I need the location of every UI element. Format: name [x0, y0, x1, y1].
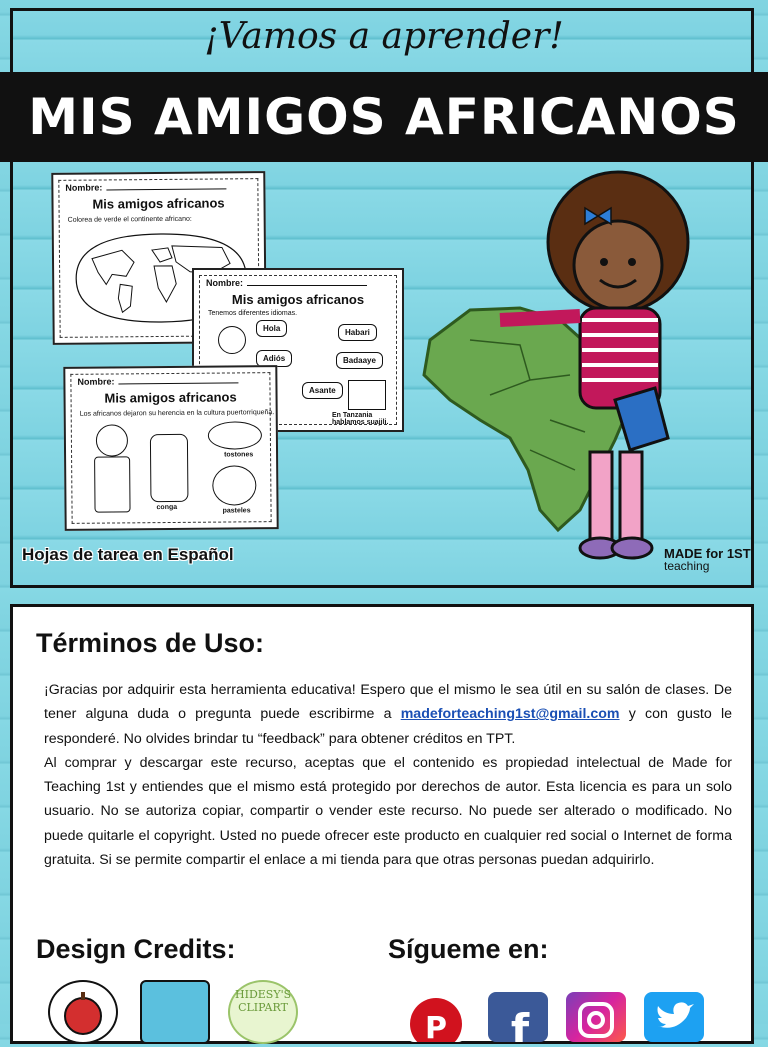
svg-text:f: f — [510, 1005, 530, 1042]
sheet-instruction: Colorea de verde el continente africano: — [67, 215, 192, 224]
speech-bubble: Asante — [302, 382, 343, 399]
girl-leg — [620, 452, 642, 542]
hidesys-clipart-logo-icon[interactable] — [228, 980, 298, 1044]
hidesys-logo-text: HIDESY'S CLIPART — [235, 988, 292, 1014]
label-pasteles: pasteles — [222, 507, 251, 515]
speech-bubble: Badaaye — [336, 352, 383, 369]
sheet-instruction: Los africanos dejaron su herencia en la cultura puertorriqueña. — [79, 409, 275, 418]
artifex-graphics-logo-icon[interactable] — [140, 980, 210, 1044]
speech-bubble: Hola — [256, 320, 287, 337]
girl-leg — [590, 452, 612, 542]
sheet-caption: En Tanzania hablamos suajili. — [332, 412, 389, 426]
worksheet-preview-heritage — [63, 365, 278, 531]
terms-p1-a: ¡Gracias por adquirir esta herramienta educativa! Espero que el mismo le sea útil en su salón de clases. De tener alguna duda o pregunta puede escribirme a — [44, 682, 732, 723]
label-conga: conga — [156, 503, 178, 512]
boy-body — [94, 456, 130, 512]
cover-title: MIS AMIGOS AFRICANOS — [28, 88, 740, 146]
terms-body — [44, 678, 732, 872]
africa-girl-illustration — [410, 170, 710, 570]
facebook-icon[interactable] — [488, 992, 548, 1042]
label-tostones: tostones — [224, 451, 254, 459]
brand-line2: teaching — [664, 559, 710, 573]
girl-face — [574, 221, 662, 309]
speech-bubble: Habari — [338, 324, 377, 341]
twitter-icon[interactable] — [644, 992, 704, 1042]
sheet-nombre: Nombre: — [206, 278, 367, 288]
follow-heading: Sígueme en: — [388, 934, 549, 964]
boy-figure — [96, 424, 128, 456]
sheet-nombre: Nombre: — [77, 375, 238, 386]
svg-text:P: P — [425, 1011, 447, 1042]
brand-logo — [664, 548, 751, 572]
design-credits-heading: Design Credits: — [36, 934, 236, 964]
cover-footer-text: Hojas de tarea en Español — [22, 545, 234, 564]
terms-p2: Al comprar y descargar este recurso, aceptas que el contenido es propiedad intelectual de Made for Teaching 1st y entiendes que el mismo está protegido por derechos de autor. Esta licencia es para un solo usuario. No se autoriza copiar, compartir o vender este recurso. No puede ser alterado o modificado. No puede quitarle el copyright. Usted no puede ofrecer este producto en cualquier red social o Internet de forma gratuita. Si se permite compartir el enlace a mi tienda para que otras personas puedan adquirirlo. — [44, 754, 732, 869]
sheet-instruction: Tenemos diferentes idiomas. — [208, 310, 298, 317]
email-link[interactable]: madeforteaching1st@gmail.com — [400, 706, 620, 723]
title-bar — [0, 72, 768, 162]
sheet-title: Mis amigos africanos — [104, 389, 237, 406]
pasteles-drawing — [212, 465, 256, 505]
cover-subtitle: ¡Vamos a aprender! — [204, 16, 564, 57]
terms-heading: Términos de Uso: — [36, 628, 265, 658]
sheet-title: Mis amigos africanos — [92, 195, 225, 212]
kid-figure — [218, 326, 246, 354]
brand-line1: MADE for 1ST — [664, 546, 751, 561]
terms-p1-b: y con gusto le responderé. No olvides brindar tu “feedback” para obtener créditos en TPT. — [44, 706, 732, 747]
pinterest-icon[interactable] — [406, 992, 466, 1042]
speech-bubble: Adiós — [256, 350, 292, 367]
kid-figure — [348, 380, 386, 410]
sheet-nombre: Nombre: — [65, 181, 226, 192]
instagram-icon[interactable] — [566, 992, 626, 1042]
conga-drawing — [150, 434, 189, 502]
sheet-title: Mis amigos africanos — [231, 292, 365, 307]
apple-logo-icon[interactable] — [48, 980, 118, 1044]
